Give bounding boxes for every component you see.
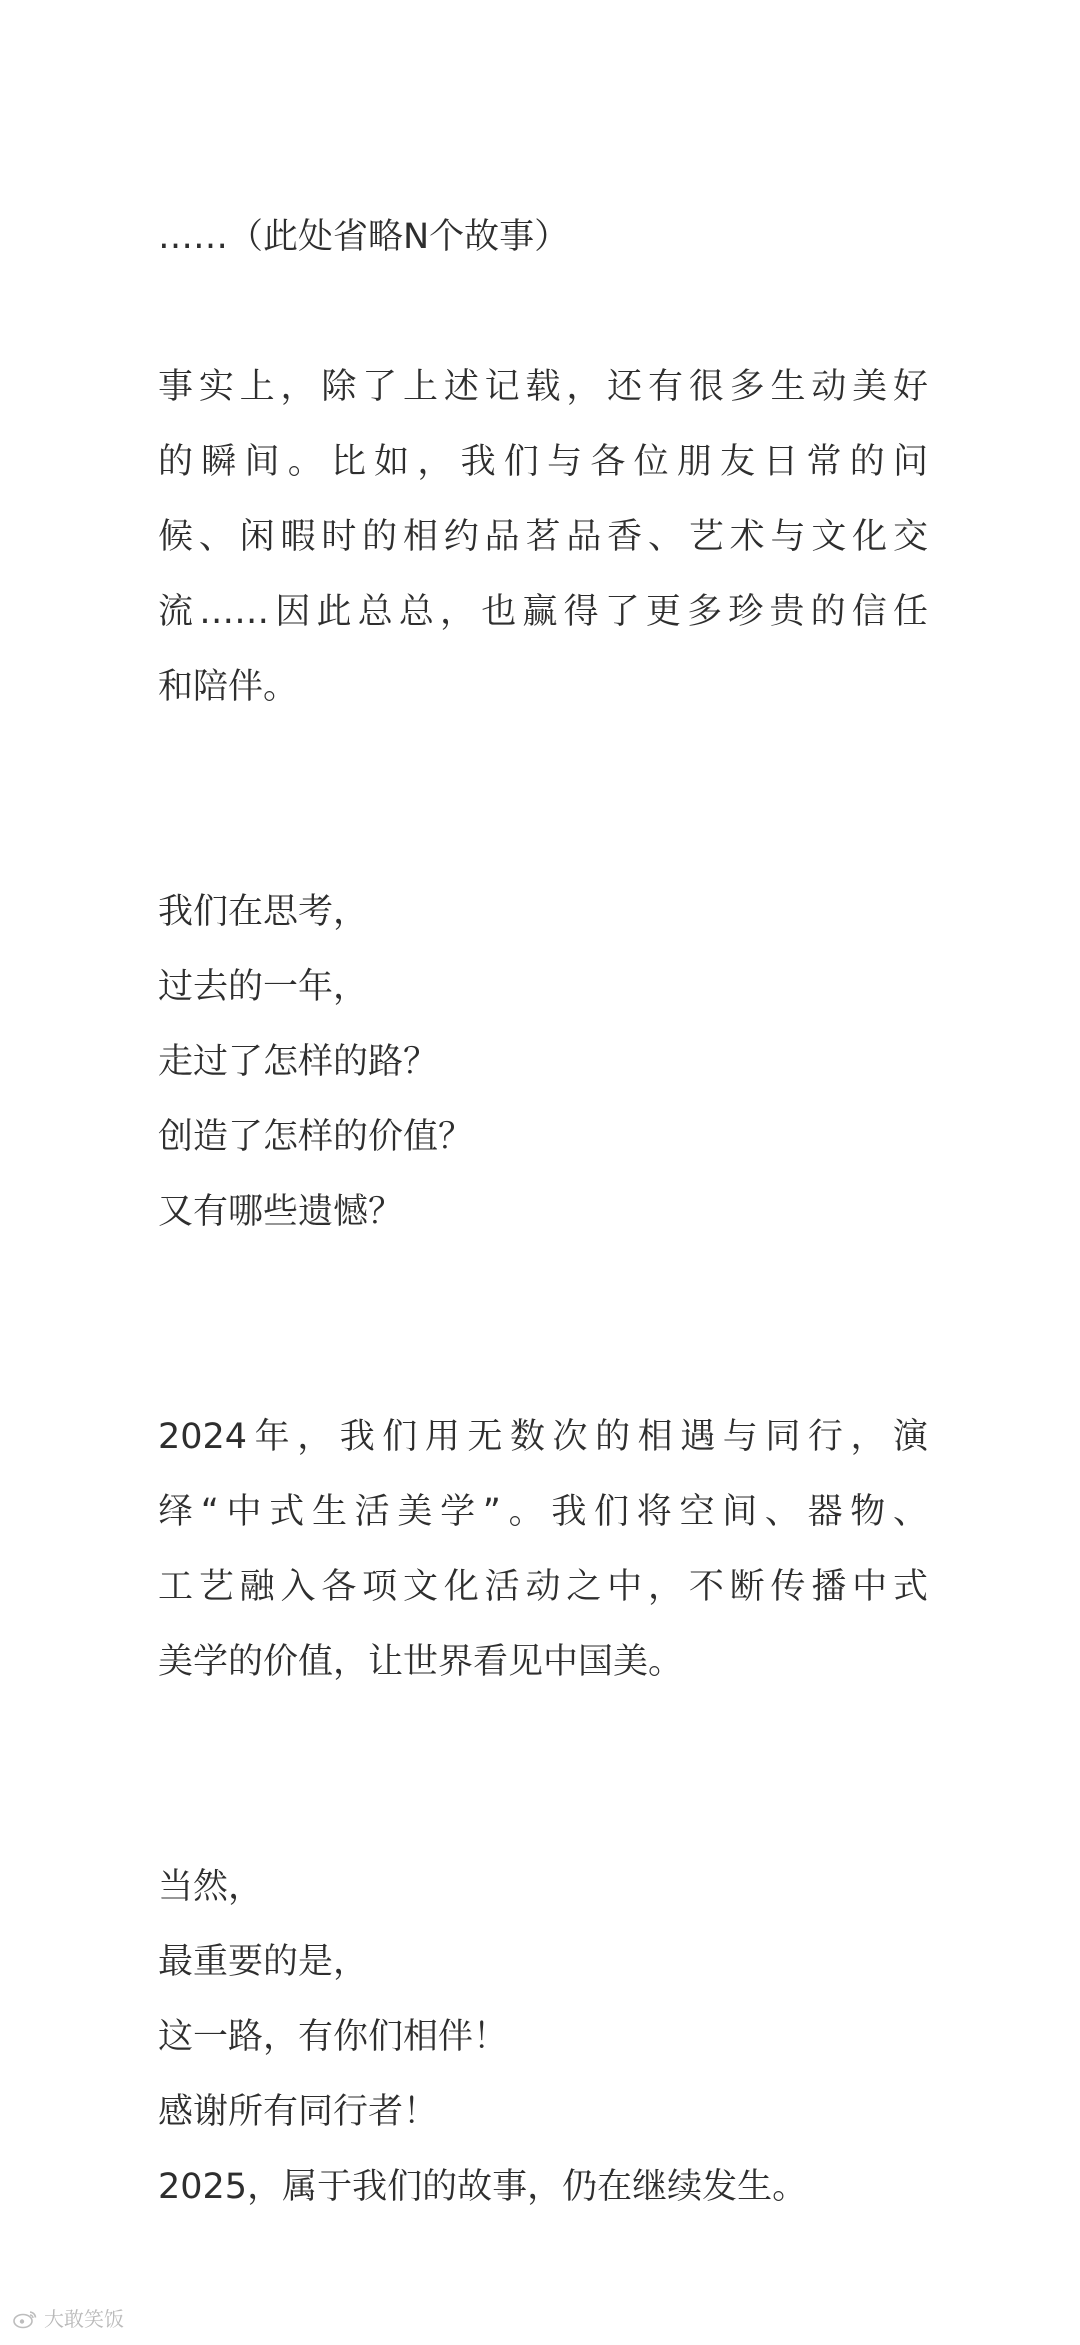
paragraph-gap <box>158 275 928 350</box>
paragraph-gap <box>158 1700 928 1850</box>
text-line: 这一路，有你们相伴！ <box>158 2017 509 2057</box>
article-body <box>158 200 928 2225</box>
text-line: 最重要的是， <box>158 1942 369 1982</box>
text-line: ……（此处省略N个故事） <box>158 217 570 257</box>
text-line: 工艺融入各项文化活动之中，不断传播中式 <box>158 1567 928 1607</box>
text-line: 过去的一年， <box>158 967 369 1007</box>
text-line: 美学的价值，让世界看见中国美。 <box>158 1642 684 1682</box>
text-line: 创造了怎样的价值？ <box>158 1117 474 1157</box>
paragraph-thanks <box>158 1850 928 2225</box>
text-line: 的瞬间。比如，我们与各位朋友日常的问 <box>158 442 928 482</box>
paragraph-2024 <box>158 1400 928 1700</box>
watermark <box>12 2307 124 2331</box>
text-line: 又有哪些遗憾？ <box>158 1192 404 1232</box>
paragraph-omitted-stories <box>158 200 928 275</box>
text-line: 走过了怎样的路？ <box>158 1042 439 1082</box>
paragraph-gap <box>158 1250 928 1400</box>
text-line: 绎“中式生活美学”。我们将空间、器物、 <box>158 1492 928 1532</box>
paragraph-reflection <box>158 875 928 1250</box>
text-line: 流……因此总总，也赢得了更多珍贵的信任 <box>158 592 928 632</box>
text-line: 2024年，我们用无数次的相遇与同行，演 <box>158 1417 928 1457</box>
text-line: 当然， <box>158 1867 264 1907</box>
weibo-logo-icon <box>12 2309 38 2329</box>
text-line: 2025，属于我们的故事，仍在继续发生。 <box>158 2167 808 2207</box>
watermark-text: 大敢笑饭 <box>44 2307 124 2331</box>
text-line: 和陪伴。 <box>158 667 299 707</box>
text-line: 候、闲暇时的相约品茗品香、艺术与文化交 <box>158 517 928 557</box>
text-line: 我们在思考， <box>158 892 369 932</box>
text-line: 事实上，除了上述记载，还有很多生动美好 <box>158 367 928 407</box>
text-line: 感谢所有同行者！ <box>158 2092 439 2132</box>
paragraph-moments <box>158 350 928 725</box>
paragraph-gap <box>158 725 928 875</box>
